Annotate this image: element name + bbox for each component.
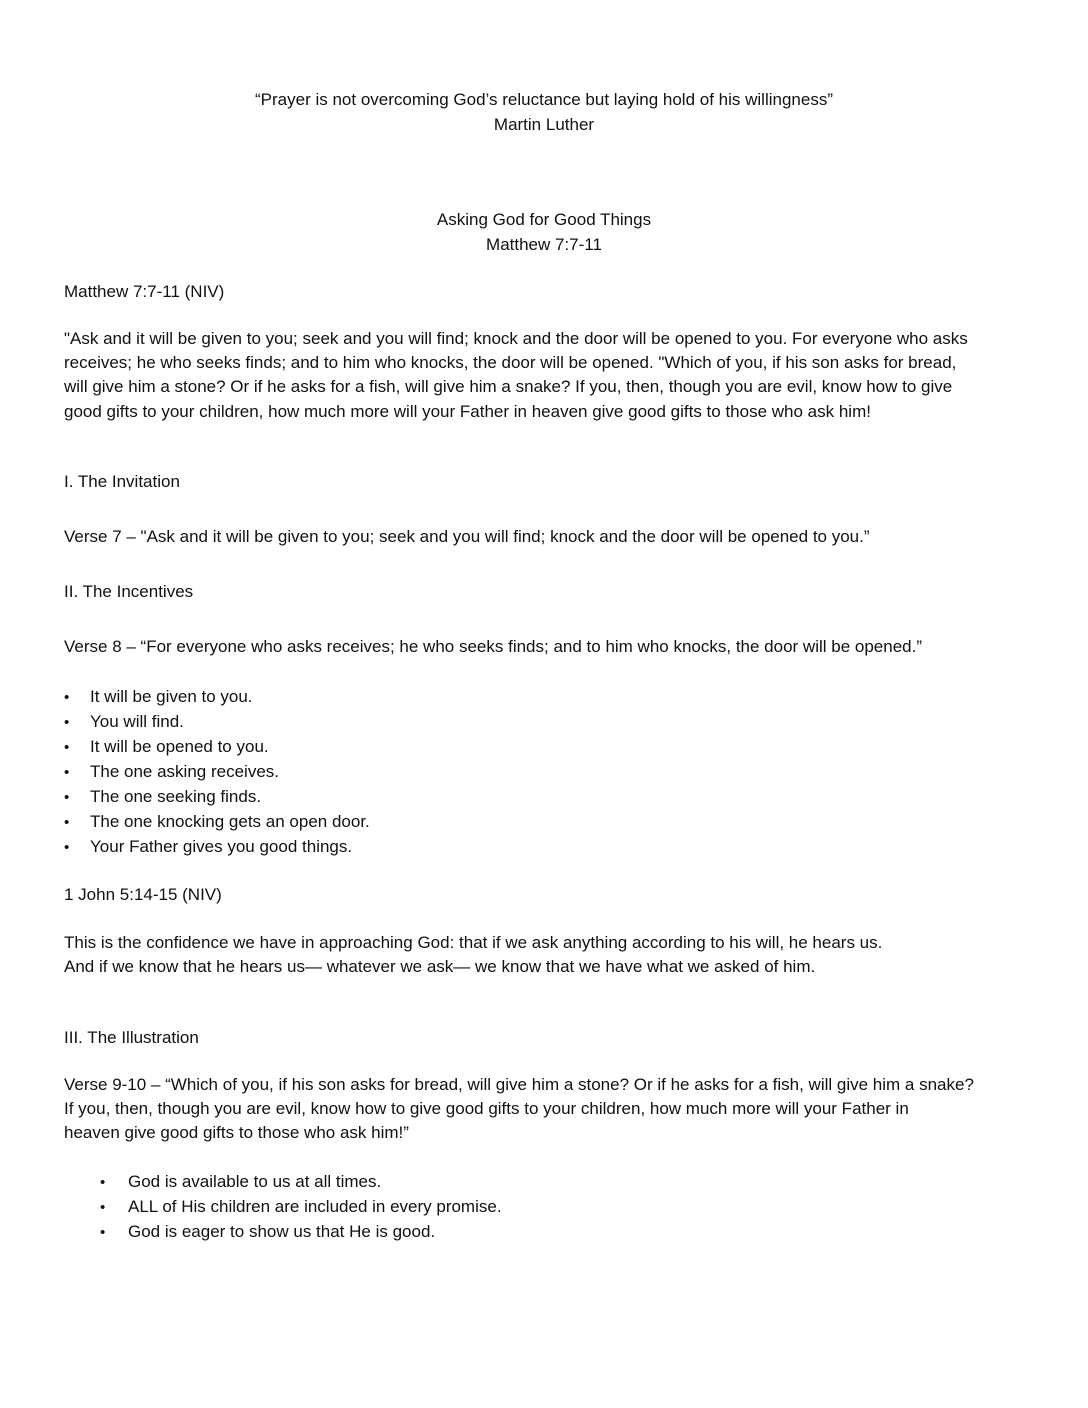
section-heading-illustration: III. The Illustration: [64, 1028, 199, 1047]
incentives-list: [64, 684, 370, 859]
bullet-icon: •: [64, 689, 70, 706]
list-item-text: You will find.: [90, 712, 184, 731]
section-heading-invitation: I. The Invitation: [64, 472, 180, 491]
bullet-icon: •: [64, 739, 70, 756]
bullet-icon: •: [64, 789, 70, 806]
list-item: [64, 809, 370, 834]
quote-text: “Prayer is not overcoming God’s reluctance but laying hold of his willingness”: [255, 90, 833, 109]
page-subtitle: Matthew 7:7-11: [486, 235, 602, 254]
list-item-text: God is available to us at all times.: [128, 1172, 382, 1191]
bullet-icon: •: [64, 839, 70, 856]
list-item: [64, 709, 370, 734]
list-item: [100, 1169, 502, 1194]
list-item-text: The one asking receives.: [90, 762, 279, 781]
bullet-icon: •: [100, 1199, 106, 1216]
list-item: [100, 1219, 502, 1244]
passage-line: "Ask and it will be given to you; seek and you will find; knock and the door will be opened to you. For everyone who asks: [64, 329, 968, 348]
quote-author: Martin Luther: [493, 115, 595, 134]
passage-line: receives; he who seeks finds; and to him who knocks, the door will be opened. "Which of you, if his son asks for bread,: [64, 353, 957, 372]
verse-9-10-line: Verse 9-10 – “Which of you, if his son asks for bread, will give him a stone? Or if he asks for a fish, will give him a snake?: [64, 1075, 974, 1094]
reference-line: This is the confidence we have in approaching God: that if we ask anything according to his will, he hears us.: [64, 933, 883, 952]
verse-7: Verse 7 – "Ask and it will be given to you; seek and you will find; knock and the door will be opened to you.”: [64, 527, 870, 546]
section-heading-incentives: II. The Incentives: [64, 582, 194, 601]
list-item-text: The one knocking gets an open door.: [90, 812, 370, 831]
reference-heading: 1 John 5:14-15 (NIV): [64, 885, 222, 904]
bullet-icon: •: [100, 1174, 106, 1191]
list-item-text: Your Father gives you good things.: [90, 837, 353, 856]
list-item-text: God is eager to show us that He is good.: [128, 1222, 436, 1241]
list-item-text: The one seeking finds.: [90, 787, 262, 806]
list-item-text: It will be opened to you.: [90, 737, 269, 756]
passage-line: good gifts to your children, how much more will your Father in heaven give good gifts to those who ask him!: [64, 402, 871, 421]
passage-line: will give him a stone? Or if he asks for a fish, will give him a snake? If you, then, though you are evil, know how to give: [64, 377, 953, 396]
page-title: Asking God for Good Things: [436, 210, 652, 229]
bullet-icon: •: [64, 764, 70, 781]
verse-8: Verse 8 – “For everyone who asks receives; he who seeks finds; and to him who knocks, the door will be opened.”: [64, 637, 923, 656]
verse-9-10-line: heaven give good gifts to those who ask him!”: [64, 1123, 409, 1142]
bullet-icon: •: [64, 714, 70, 731]
passage-heading: Matthew 7:7-11 (NIV): [64, 282, 225, 301]
verse-9-10-line: If you, then, though you are evil, know how to give good gifts to your children, how much more will your Father in: [64, 1099, 909, 1118]
reference-line: And if we know that he hears us— whatever we ask— we know that we have what we asked of him.: [64, 957, 816, 976]
bullet-icon: •: [64, 814, 70, 831]
list-item: [64, 684, 370, 709]
list-item: [64, 759, 370, 784]
bullet-icon: •: [100, 1224, 106, 1241]
list-item-text: ALL of His children are included in every promise.: [128, 1197, 502, 1216]
list-item: [64, 734, 370, 759]
list-item: [64, 834, 370, 859]
list-item: [64, 784, 370, 809]
illustration-list: [100, 1169, 502, 1244]
list-item: [100, 1194, 502, 1219]
list-item-text: It will be given to you.: [90, 687, 253, 706]
